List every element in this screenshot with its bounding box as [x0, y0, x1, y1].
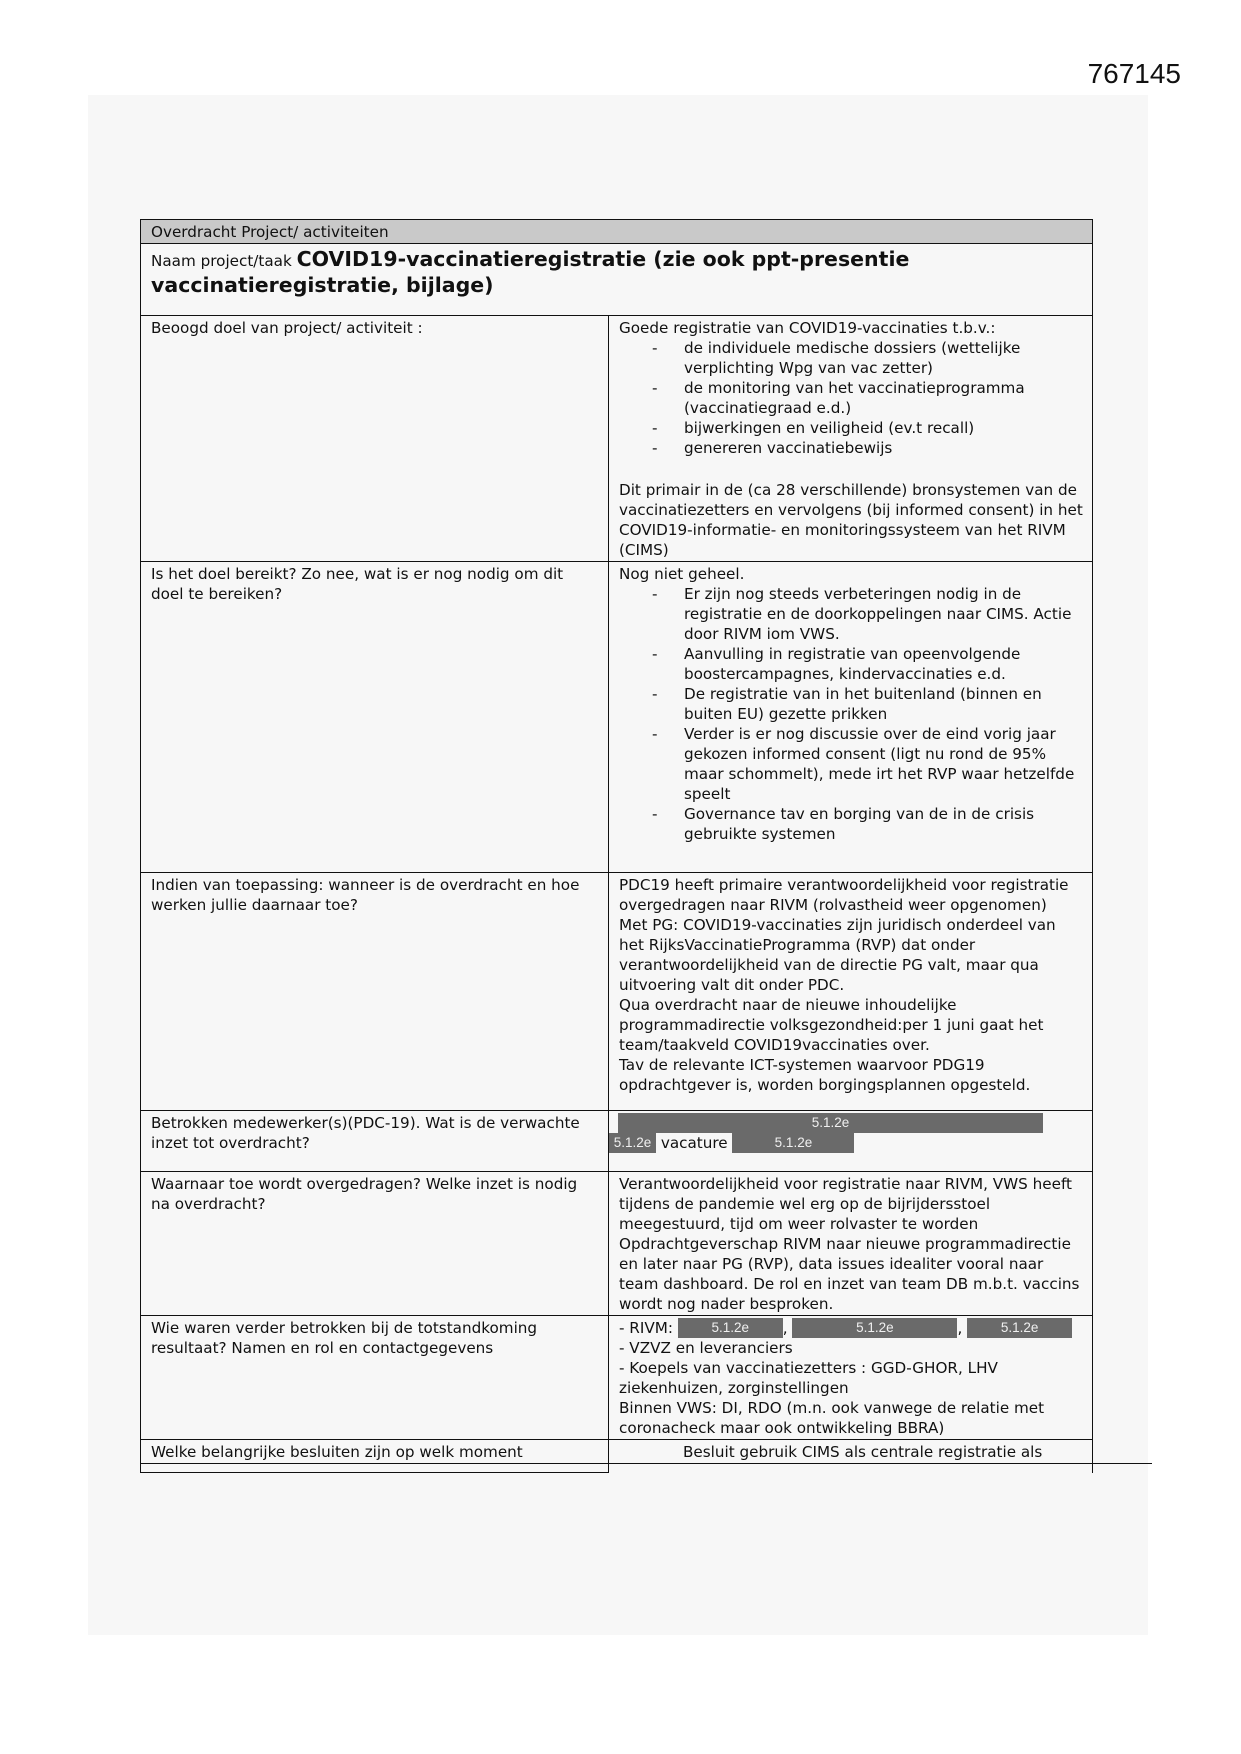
- list-item: - genereren vaccinatiebewijs: [684, 438, 1083, 458]
- question-transfer: Indien van toepassing: wanneer is de overdracht en hoe werken jullie daarnaar toe?: [141, 873, 609, 1111]
- redaction-box: 5.1.2e: [618, 1113, 1043, 1133]
- decisions-answer: Besluit gebruik CIMS als centrale registratie als: [683, 1443, 1043, 1461]
- question-decisions: Welke belangrijke besluiten zijn op welk moment: [141, 1440, 609, 1473]
- redaction-box: 5.1.2e: [792, 1318, 957, 1338]
- header-bar: Overdracht Project/ activiteiten: [141, 220, 1093, 244]
- goal-intro: Goede registratie van COVID19-vaccinaties t.b.v.:: [619, 319, 996, 337]
- project-title-cell: [141, 244, 1093, 316]
- reached-list: [619, 584, 1083, 844]
- redaction-box: 5.1.2e: [609, 1133, 656, 1153]
- row-decisions: [141, 1440, 1093, 1473]
- document-number: 767145: [1087, 58, 1181, 89]
- involved-line: - Koepels van vaccinatiezetters : GGD-GHOR, LHV ziekenhuizen, zorginstellingen: [619, 1359, 998, 1397]
- transfer-para: Tav de relevante ICT-systemen waarvoor PDG19 opdrachtgever is, worden borgingsplannen opgesteld.: [619, 1056, 1031, 1094]
- transfer-para: Qua overdracht naar de nieuwe inhoudelijke programmadirectie volksgezondheid:per 1 juni gaat het team/taakveld COVID19vaccinaties over.: [619, 996, 1044, 1054]
- answer-handover: [609, 1172, 1093, 1316]
- question-involved: Wie waren verder betrokken bij de totstandkoming resultaat? Namen en rol en contactgegevens: [141, 1316, 609, 1440]
- list-item: - de individuele medische dossiers (wettelijke verplichting Wpg van vac zetter): [684, 338, 1083, 378]
- handover-para: Opdrachtgeverschap RIVM naar nieuwe programmadirectie en later naar PG (RVP), data issues idealiter vooral naar team dashboard. De rol en inzet van team DB m.b.t. vaccins wordt nog nader besproken.: [619, 1235, 1080, 1313]
- answer-goal: [609, 316, 1093, 562]
- row-goal: [141, 316, 1093, 562]
- list-item: - De registratie van in het buitenland (binnen en buiten EU) gezette prikken: [684, 684, 1083, 724]
- question-reached: Is het doel bereikt? Zo nee, wat is er nog nodig om dit doel te bereiken?: [141, 562, 609, 873]
- row-handover: [141, 1172, 1093, 1316]
- separator: ,: [782, 1319, 788, 1337]
- transfer-para: Met PG: COVID19-vaccinaties zijn juridisch onderdeel van het RijksVaccinatieProgramma (RVP) dat onder verantwoordelijkheid van de directie PG valt, maar qua uitvoering valt dit onder PDC.: [619, 916, 1056, 994]
- list-item: - bijwerkingen en veiligheid (ev.t recall): [684, 418, 1083, 438]
- answer-decisions: [609, 1440, 1093, 1473]
- bottom-rule: [140, 1463, 1152, 1464]
- reached-intro: Nog niet geheel.: [619, 565, 745, 583]
- question-staff: Betrokken medewerker(s)(PDC-19). Wat is de verwachte inzet tot overdracht?: [141, 1111, 609, 1172]
- row-reached: [141, 562, 1093, 873]
- handover-para: Verantwoordelijkheid voor registratie naar RIVM, VWS heeft tijdens de pandemie wel erg op de bijrijdersstoel meegestuurd, tijd om weer rolvaster te worden: [619, 1175, 1072, 1233]
- project-title: COVID19-vaccinatieregistratie (zie ook ppt-presentie vaccinatieregistratie, bijlage): [151, 247, 910, 297]
- answer-reached: [609, 562, 1093, 873]
- separator: ,: [957, 1319, 963, 1337]
- transfer-para: PDC19 heeft primaire verantwoordelijkheid voor registratie overgedragen naar RIVM (rolvastheid weer opgenomen): [619, 876, 1069, 914]
- row-involved: [141, 1316, 1093, 1440]
- question-handover: Waarnaar toe wordt overgedragen? Welke inzet is nodig na overdracht?: [141, 1172, 609, 1316]
- rivm-line: [619, 1318, 1083, 1338]
- redaction-box: 5.1.2e: [732, 1133, 854, 1153]
- list-item: - de monitoring van het vaccinatieprogramma (vaccinatiegraad e.d.): [684, 378, 1083, 418]
- answer-staff: [609, 1111, 1093, 1172]
- question-goal: Beoogd doel van project/ activiteit :: [141, 316, 609, 562]
- involved-line: Binnen VWS: DI, RDO (m.n. ook vanwege de relatie met coronacheck maar ook ontwikkeling BBRA): [619, 1399, 1045, 1437]
- title-row: [141, 244, 1093, 316]
- vacancy-label: vacature: [660, 1134, 728, 1152]
- list-item: - Governance tav en borging van de in de crisis gebruikte systemen: [684, 804, 1083, 844]
- rivm-label: - RIVM:: [619, 1319, 673, 1337]
- row-staff: [141, 1111, 1093, 1172]
- goal-list: [619, 338, 1083, 458]
- answer-transfer: [609, 873, 1093, 1111]
- list-item: - Er zijn nog steeds verbeteringen nodig in de registratie en de doorkoppelingen naar CIMS. Actie door RIVM iom VWS.: [684, 584, 1083, 644]
- redaction-box: 5.1.2e: [967, 1318, 1072, 1338]
- list-item: - Aanvulling in registratie van opeenvolgende boostercampagnes, kindervaccinaties e.d.: [684, 644, 1083, 684]
- row-transfer: [141, 873, 1093, 1111]
- goal-closing: Dit primair in de (ca 28 verschillende) bronsystemen van de vaccinatiezetters en vervolgens (bij informed consent) in het COVID19-informatie- en monitoringssysteem van het RIVM (CIMS): [619, 481, 1083, 559]
- header-row: [141, 220, 1093, 244]
- involved-line: - VZVZ en leveranciers: [619, 1339, 793, 1357]
- list-item: - Verder is er nog discussie over de eind vorig jaar gekozen informed consent (ligt nu rond de 95% maar schommelt), mede irt het RVP waar hetzelfde speelt: [684, 724, 1083, 804]
- answer-involved: [609, 1316, 1093, 1440]
- redaction-box: 5.1.2e: [678, 1318, 783, 1338]
- handover-form-table: [140, 219, 1093, 1473]
- title-lead: Naam project/taak: [151, 252, 292, 270]
